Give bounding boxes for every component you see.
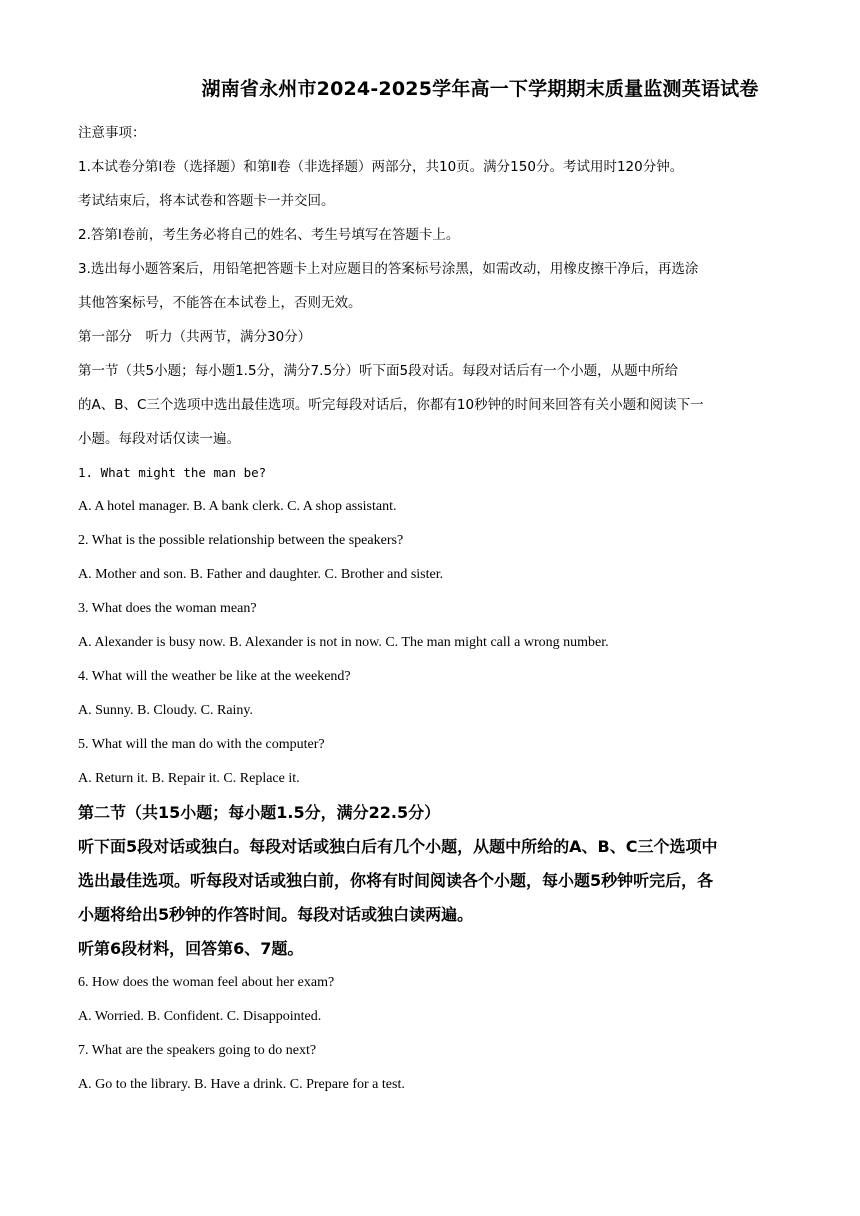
question-7-options: A. Go to the library. B. Have a drink. C. Prepare for a test. — [78, 1077, 405, 1092]
question-5-options: A. Return it. B. Repair it. C. Replace it. — [78, 771, 300, 786]
question-2-options: A. Mother and son. B. Father and daughter. C. Brother and sister. — [78, 567, 444, 582]
notice-item-3-line-2: 其他答案标号，不能答在本试卷上，否则无效。 — [78, 295, 362, 311]
section1-instructions-line-1: 第一节（共5小题；每小题1.5分，满分7.5分）听下面5段对话。每段对话后有一个小题，从题中所给 — [78, 363, 679, 379]
section2-instructions-line-2: 选出最佳选项。听每段对话或独白前，你将有时间阅读各个小题，每小题5秒钟听完后，各 — [78, 871, 714, 890]
section2-heading: 第二节（共15小题；每小题1.5分，满分22.5分） — [78, 803, 441, 822]
question-2: 2. What is the possible relationship between the speakers? — [78, 533, 404, 548]
question-6: 6. How does the woman feel about her exam? — [78, 975, 335, 990]
question-6-options: A. Worried. B. Confident. C. Disappointed. — [78, 1009, 322, 1024]
notice-heading: 注意事项： — [78, 125, 146, 141]
question-4-options: A. Sunny. B. Cloudy. C. Rainy. — [78, 703, 254, 718]
question-1: 1. What might the man be? — [78, 465, 267, 480]
section2-instructions-line-1: 听下面5段对话或独白。每段对话或独白后有几个小题，从题中所给的A、B、C三个选项中 — [78, 837, 718, 856]
section1-instructions-line-2: 的A、B、C三个选项中选出最佳选项。听完每段对话后，你都有10秒钟的时间来回答有关小题和阅读下一 — [78, 397, 704, 413]
section1-instructions-line-3: 小题。每段对话仅读一遍。 — [78, 431, 240, 447]
section2-instructions-line-3: 小题将给出5秒钟的作答时间。每段对话或独白读两遍。 — [78, 905, 474, 924]
notice-item-1-line-2: 考试结束后，将本试卷和答题卡一并交回。 — [78, 193, 335, 209]
question-3-options: A. Alexander is busy now. B. Alexander is not in now. C. The man might call a wrong number. — [78, 635, 609, 650]
exam-body — [78, 116, 786, 1102]
question-4: 4. What will the weather be like at the weekend? — [78, 669, 351, 684]
notice-item-2: 2.答第Ⅰ卷前，考生务必将自己的姓名、考生号填写在答题卡上。 — [78, 227, 460, 243]
notice-item-3-line-1: 3.选出每小题答案后，用铅笔把答题卡上对应题目的答案标号涂黑，如需改动，用橡皮擦干净后，再选涂 — [78, 261, 699, 277]
question-3: 3. What does the woman mean? — [78, 601, 257, 616]
material-6-heading: 听第6段材料，回答第6、7题。 — [78, 939, 304, 958]
part1-heading: 第一部分 听力（共两节，满分30分） — [78, 329, 312, 345]
notice-item-1-line-1: 1.本试卷分第Ⅰ卷（选择题）和第Ⅱ卷（非选择题）两部分，共10页。满分150分。考试用时120分钟。 — [78, 159, 684, 175]
exam-title: 湖南省永州市2024-2025学年高一下学期期末质量监测英语试卷 — [201, 78, 759, 100]
question-7: 7. What are the speakers going to do next? — [78, 1043, 317, 1058]
question-5: 5. What will the man do with the computer? — [78, 737, 325, 752]
question-1-options: A. A hotel manager. B. A bank clerk. C. A shop assistant. — [78, 499, 397, 514]
